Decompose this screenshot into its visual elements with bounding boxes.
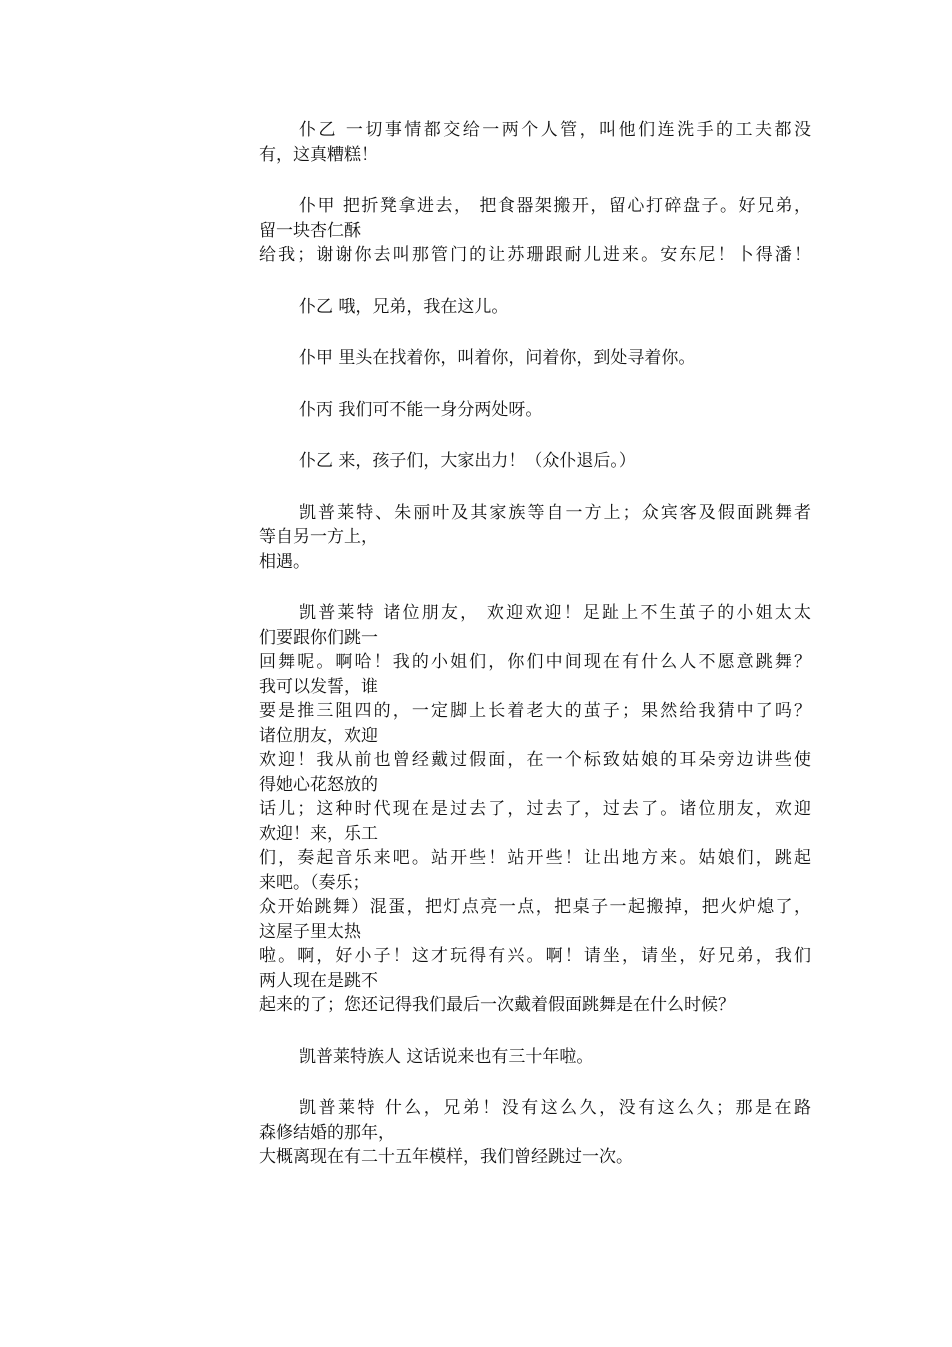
text-line: 仆甲 里头在找着你，叫着你，问着你，到处寻着你。: [299, 348, 696, 368]
script-paragraph: [259, 1045, 811, 1070]
text-line: 欢迎！我从前也曾经戴过假面，在一个标致姑娘的耳朵旁边讲些使: [259, 750, 811, 770]
text-line: 等自另一方上，: [259, 527, 378, 547]
text-line: 仆丙 我们可不能一身分两处呀。: [299, 399, 543, 420]
text-line: 仆乙 哦，兄弟，我在这儿。: [299, 296, 509, 317]
text-line: 相遇。: [259, 551, 310, 572]
text-line: 两人现在是跳不: [259, 970, 378, 991]
script-paragraph: [259, 398, 811, 423]
text-line: 众开始跳舞）混蛋，把灯点亮一点，把桌子一起搬掉，把火炉熄了，: [259, 897, 811, 917]
script-paragraph: [259, 501, 811, 575]
script-paragraph: [259, 194, 811, 268]
text-line: 啦。啊，好小子！这才玩得有兴。啊！请坐，请坐，好兄弟，我们: [259, 946, 811, 966]
script-paragraph: [259, 118, 811, 167]
text-line: 给我；谢谢你去叫那管门的让苏珊跟耐儿进来。安东尼！卜得潘！: [259, 245, 811, 265]
text-line: 凯普莱特 诸位朋友， 欢迎欢迎！足趾上不生茧子的小姐太太: [299, 603, 811, 623]
text-line: 回舞呢。啊哈！我的小姐们，你们中间现在有什么人不愿意跳舞？: [259, 652, 811, 672]
text-line: 大概离现在有二十五年模样，我们曾经跳过一次。: [259, 1147, 633, 1167]
text-line: 我可以发誓，谁: [259, 676, 378, 697]
script-paragraph: [259, 1096, 811, 1170]
text-line: 有，这真糟糕！: [259, 144, 378, 165]
text-line: 欢迎！来，乐工: [259, 823, 378, 844]
text-line: 们，奏起音乐来吧。站开些！站开些！让出地方来。姑娘们，跳起: [259, 848, 811, 868]
text-line: 要是推三阻四的，一定脚上长着老大的茧子；果然给我猜中了吗？: [259, 701, 811, 721]
text-line: 凯普莱特、朱丽叶及其家族等自一方上；众宾客及假面跳舞者: [299, 502, 811, 523]
text-line: 诸位朋友，欢迎: [259, 725, 378, 746]
text-line: 凯普莱特族人 这话说来也有三十年啦。: [299, 1046, 594, 1067]
script-paragraph: [259, 449, 811, 474]
text-line: 话儿；这种时代现在是过去了，过去了，过去了。诸位朋友，欢迎: [259, 799, 811, 819]
text-line: 仆甲 把折凳拿进去， 把食器架搬开，留心打碎盘子。好兄弟，: [299, 196, 811, 216]
script-paragraph: [259, 601, 811, 1018]
script-paragraph: [259, 295, 811, 320]
text-line: 得她心花怒放的: [259, 774, 378, 795]
text-line: 仆乙 来，孩子们，大家出力！（众仆退后。）: [299, 451, 636, 471]
text-line: 凯普莱特 什么，兄弟！没有这么久，没有这么久；那是在路: [299, 1098, 811, 1118]
script-paragraph: [259, 346, 811, 371]
text-line: 森修结婚的那年，: [259, 1122, 395, 1143]
text-line: 们要跟你们跳一: [259, 627, 378, 648]
text-line: 留一块杏仁酥: [259, 220, 361, 241]
text-line: 起来的了；您还记得我们最后一次戴着假面跳舞是在什么时候？: [259, 995, 735, 1015]
text-line: 仆乙 一切事情都交给一两个人管，叫他们连洗手的工夫都没: [299, 120, 811, 140]
text-line: 来吧。（奏乐；: [259, 872, 370, 893]
text-line: 这屋子里太热: [259, 921, 361, 942]
body-text: [259, 118, 811, 1197]
